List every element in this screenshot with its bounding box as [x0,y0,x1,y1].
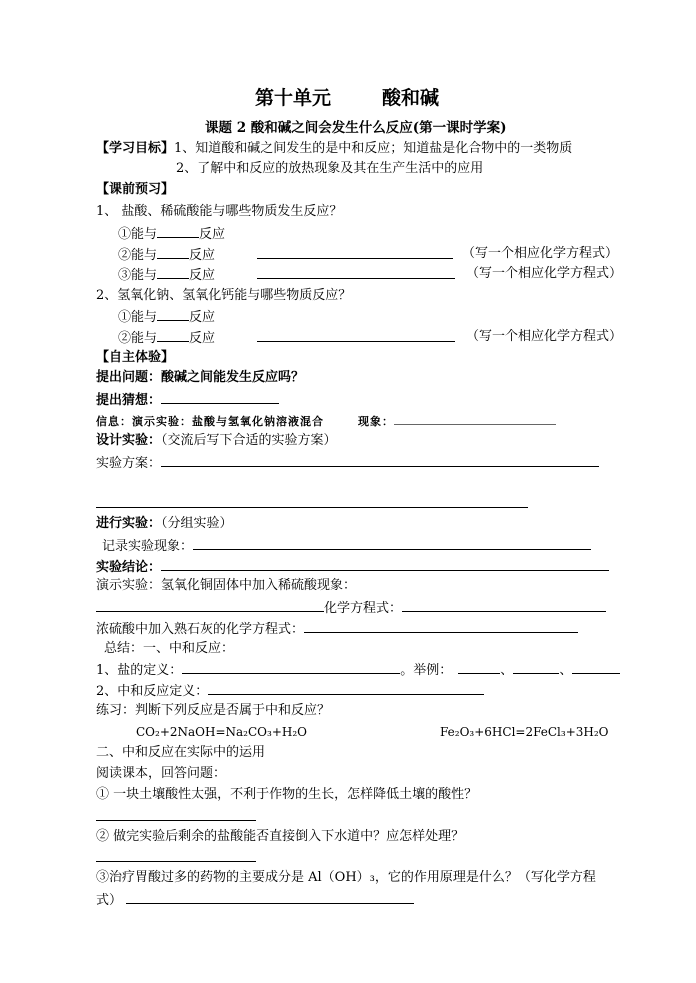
note-q1b: （写一个相应化学方程式） [462,246,619,261]
self-header: 【自主体验】 [96,350,175,365]
blank[interactable] [161,390,279,404]
note-q1c: （写一个相应化学方程式） [466,266,623,281]
equation-2: Fe₂O₃+6HCl=2FeCl₃+3H₂O [440,725,609,739]
neutral-line: 2、中和反应定义： [96,681,484,701]
blank[interactable] [458,660,500,674]
blank[interactable] [157,265,189,279]
conduct-line: 进行实验：（分组实验） [96,516,233,531]
blank[interactable] [402,598,606,612]
blank[interactable] [161,453,599,467]
demo: 演示实验：氢氧化铜固体中加入稀硫酸现象： [96,578,357,593]
salt-line: 1、盐的定义： 。举例： 、 、 [96,660,620,680]
blank[interactable] [182,660,400,674]
blank[interactable] [96,598,324,612]
title-unit: 第十单元 [255,87,332,109]
note-q2b: （写一个相应化学方程式） [466,329,623,344]
blank-line[interactable] [96,507,528,508]
conclusion-line: 实验结论： [96,557,609,577]
blank[interactable] [208,681,484,695]
design-line: 设计实验：（交流后写下合适的实验方案） [96,433,337,448]
goals-label: 【学习目标】 [96,141,175,156]
blank[interactable] [157,307,189,321]
blank[interactable] [193,536,591,550]
blank[interactable] [157,328,189,342]
preview-q2b: ②能与 反应 [118,328,455,348]
subtitle: 课题 2 酸和碱之间会发生什么反应(第一课时学案) [205,120,507,136]
blank[interactable] [394,411,556,425]
preview-q1b: ②能与 反应 [118,245,453,265]
info-line: 信息：演示实验：盐酸与氢氧化钠溶液混合 现象： [96,411,556,431]
preview-q1a: ①能与 反应 [118,224,225,244]
summary: 总结：一、中和反应： [104,641,235,656]
blank[interactable] [513,660,559,674]
blank-equation[interactable] [257,245,453,259]
preview-q1: 1、 盐酸、稀硫酸能与哪些物质发生反应？ [96,204,343,219]
blank[interactable] [157,245,189,259]
answer-1: ① 一块土壤酸性太强，不利于作物的生长，怎样降低土壤的酸性？ [96,787,478,802]
goal-2: 2、了解中和反应的放热现象及其在生产生活中的应用 [176,161,484,176]
blank-line[interactable] [96,861,256,862]
blank-line[interactable] [96,820,256,821]
practice: 练习：判断下列反应是否属于中和反应？ [96,703,331,718]
answer-2: ② 做完实验后剩余的盐酸能否直接倒入下水道中？应怎样处理？ [96,829,465,844]
answer-3-end: 式） [96,890,414,910]
blank[interactable] [304,619,578,633]
answer-3: ③治疗胃酸过多的药物的主要成分是 Al（OH）₃，它的作用原理是什么？（写化学方程 [96,870,596,885]
preview-q1c: ③能与 反应 [118,265,455,285]
guess-line: 提出猜想： [96,390,279,410]
demo-equation-line: 化学方程式： [96,598,606,618]
plan-line: 实验方案： [96,453,599,473]
read: 阅读课本，回答问题： [96,766,227,781]
blank-equation[interactable] [257,328,455,342]
goal-1: 1、知道酸和碱之间发生的是中和反应；知道盐是化合物中的一类物质 [174,141,573,156]
blank[interactable] [161,557,609,571]
equation-1: CO₂+2NaOH=Na₂CO₃+H₂O [136,725,307,739]
title-topic: 酸和碱 [382,87,440,109]
blank-equation[interactable] [257,265,455,279]
lime-line: 浓硫酸中加入熟石灰的化学方程式： [96,619,578,639]
preview-q2: 2、氢氧化钠、氢氧化钙能与哪些物质反应？ [96,288,352,303]
record-line: 记录实验现象： [102,536,591,556]
preview-q2a: ①能与 反应 [118,307,215,327]
application: 二、中和反应在实际中的运用 [96,745,266,760]
blank[interactable] [126,890,414,904]
goals-line-1 [96,140,572,158]
blank[interactable] [572,660,620,674]
question: 提出问题：酸碱之间能发生反应吗？ [96,370,305,385]
preview-header: 【课前预习】 [96,182,175,197]
blank[interactable] [157,224,199,238]
